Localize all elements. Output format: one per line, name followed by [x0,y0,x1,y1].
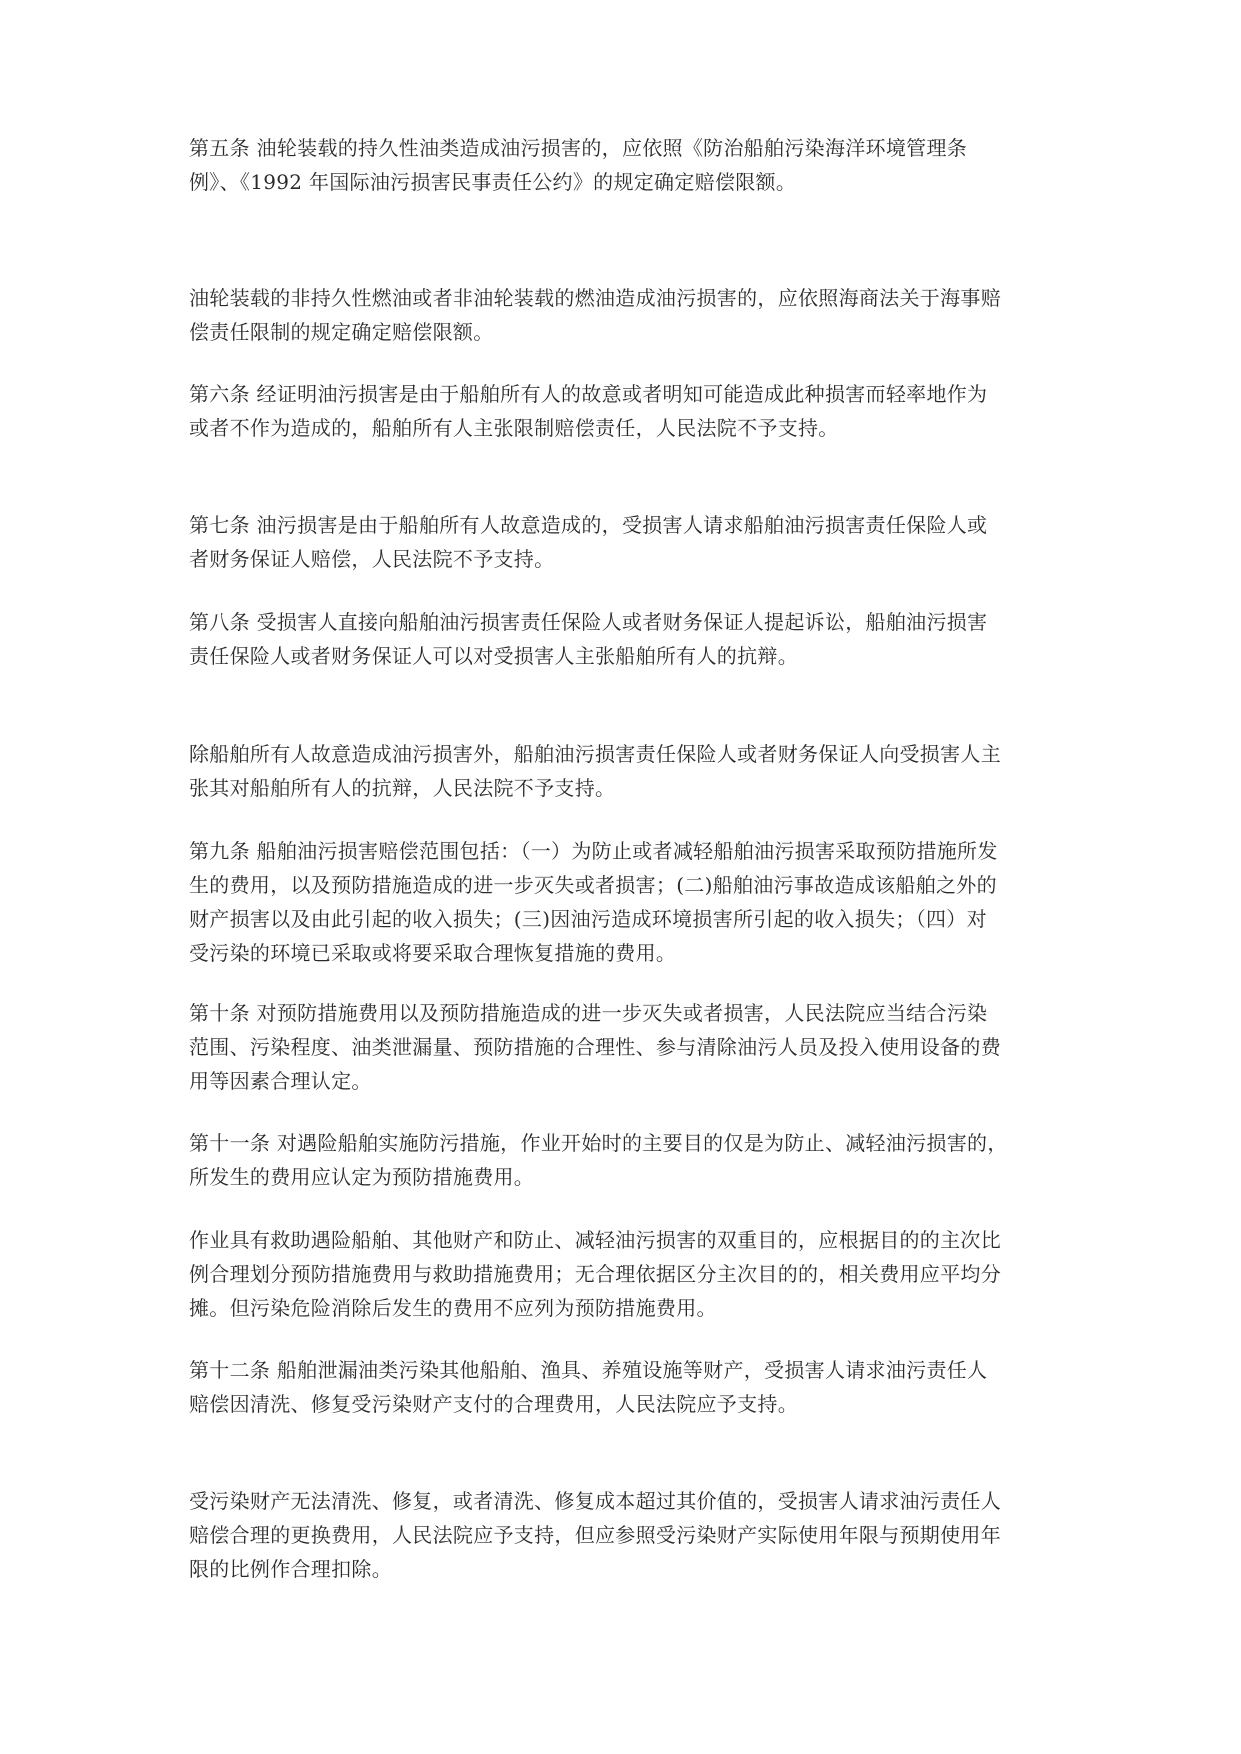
paragraph-line: 者财务保证人赔偿，人民法院不予支持。 [189,547,555,571]
paragraph-line: 赔偿因清洗、修复受污染财产支付的合理费用，人民法院应予支持。 [189,1392,798,1416]
paragraph-line: 财产损害以及由此引起的收入损失；(三)因油污造成环境损害所引起的收入损失；（四）对 [189,907,987,931]
paragraph-article-7 [189,508,1055,576]
paragraph-line: 受污染财产无法清洗、修复，或者清洗、修复成本超过其价值的，受损害人请求油污责任人 [189,1489,1001,1513]
paragraph-article-11-continued [189,1223,1055,1325]
paragraph-line: 生的费用，以及预防措施造成的进一步灭失或者损害；(二)船舶油污事故造成该船舶之外的 [189,873,997,897]
paragraph-line: 限的比例作合理扣除。 [189,1557,392,1581]
paragraph-line: 作业具有救助遇险船舶、其他财产和防止、减轻油污损害的双重目的，应根据目的的主次比 [189,1228,1001,1252]
paragraph-article-12-continued [189,1484,1055,1586]
paragraph-article-5 [189,131,1055,199]
paragraph-line: 第九条 船舶油污损害赔偿范围包括：（一）为防止或者减轻船舶油污损害采取预防措施所发 [189,839,998,863]
paragraph-article-8 [189,605,1055,673]
paragraph-article-5-continued [189,281,1055,349]
paragraph-article-8-continued [189,737,1055,805]
paragraph-line: 第六条 经证明油污损害是由于船舶所有人的故意或者明知可能造成此种损害而轻率地作为 [189,382,988,406]
paragraph-line: 偿责任限制的规定确定赔偿限额。 [189,320,494,344]
paragraph-line: 摊。但污染危险消除后发生的费用不应列为预防措施费用。 [189,1296,717,1320]
paragraph-article-9 [189,834,1055,970]
paragraph-line: 或者不作为造成的，船舶所有人主张限制赔偿责任，人民法院不予支持。 [189,416,839,440]
paragraph-line: 第五条 油轮装载的持久性油类造成油污损害的，应依照《防治船舶污染海洋环境管理条 [189,136,968,160]
paragraph-line: 受污染的环境已采取或将要采取合理恢复措施的费用。 [189,941,677,965]
paragraph-line: 例合理划分预防措施费用与救助措施费用；无合理依据区分主次目的的，相关费用应平均分 [189,1262,1001,1286]
paragraph-line: 第十二条 船舶泄漏油类污染其他船舶、渔具、养殖设施等财产，受损害人请求油污责任人 [189,1358,988,1382]
paragraph-line: 第十条 对预防措施费用以及预防措施造成的进一步灭失或者损害，人民法院应当结合污染 [189,1001,988,1025]
paragraph-line: 油轮装载的非持久性燃油或者非油轮装载的燃油造成油污损害的，应依照海商法关于海事赔 [189,286,1001,310]
paragraph-article-11 [189,1126,1055,1194]
paragraph-article-10 [189,996,1055,1098]
paragraph-article-6 [189,377,1055,445]
paragraph-line: 除船舶所有人故意造成油污损害外，船舶油污损害责任保险人或者财务保证人向受损害人主 [189,742,1001,766]
paragraph-line: 用等因素合理认定。 [189,1069,372,1093]
paragraph-line: 张其对船舶所有人的抗辩，人民法院不予支持。 [189,776,616,800]
paragraph-line: 例》、《1992 年国际油污损害民事责任公约》的规定确定赔偿限额。 [189,170,797,194]
paragraph-line: 责任保险人或者财务保证人可以对受损害人主张船舶所有人的抗辩。 [189,644,798,668]
paragraph-line: 范围、污染程度、油类泄漏量、预防措施的合理性、参与清除油污人员及投入使用设备的费 [189,1035,1001,1059]
paragraph-line: 第八条 受损害人直接向船舶油污损害责任保险人或者财务保证人提起诉讼，船舶油污损害 [189,610,988,634]
paragraph-line: 第七条 油污损害是由于船舶所有人故意造成的，受损害人请求船舶油污损害责任保险人或 [189,513,988,537]
paragraph-line: 赔偿合理的更换费用，人民法院应予支持，但应参照受污染财产实际使用年限与预期使用年 [189,1523,1001,1547]
paragraph-line: 所发生的费用应认定为预防措施费用。 [189,1165,535,1189]
paragraph-line: 第十一条 对遇险船舶实施防污措施，作业开始时的主要目的仅是为防止、减轻油污损害的， [189,1131,1008,1155]
paragraph-article-12 [189,1353,1055,1421]
